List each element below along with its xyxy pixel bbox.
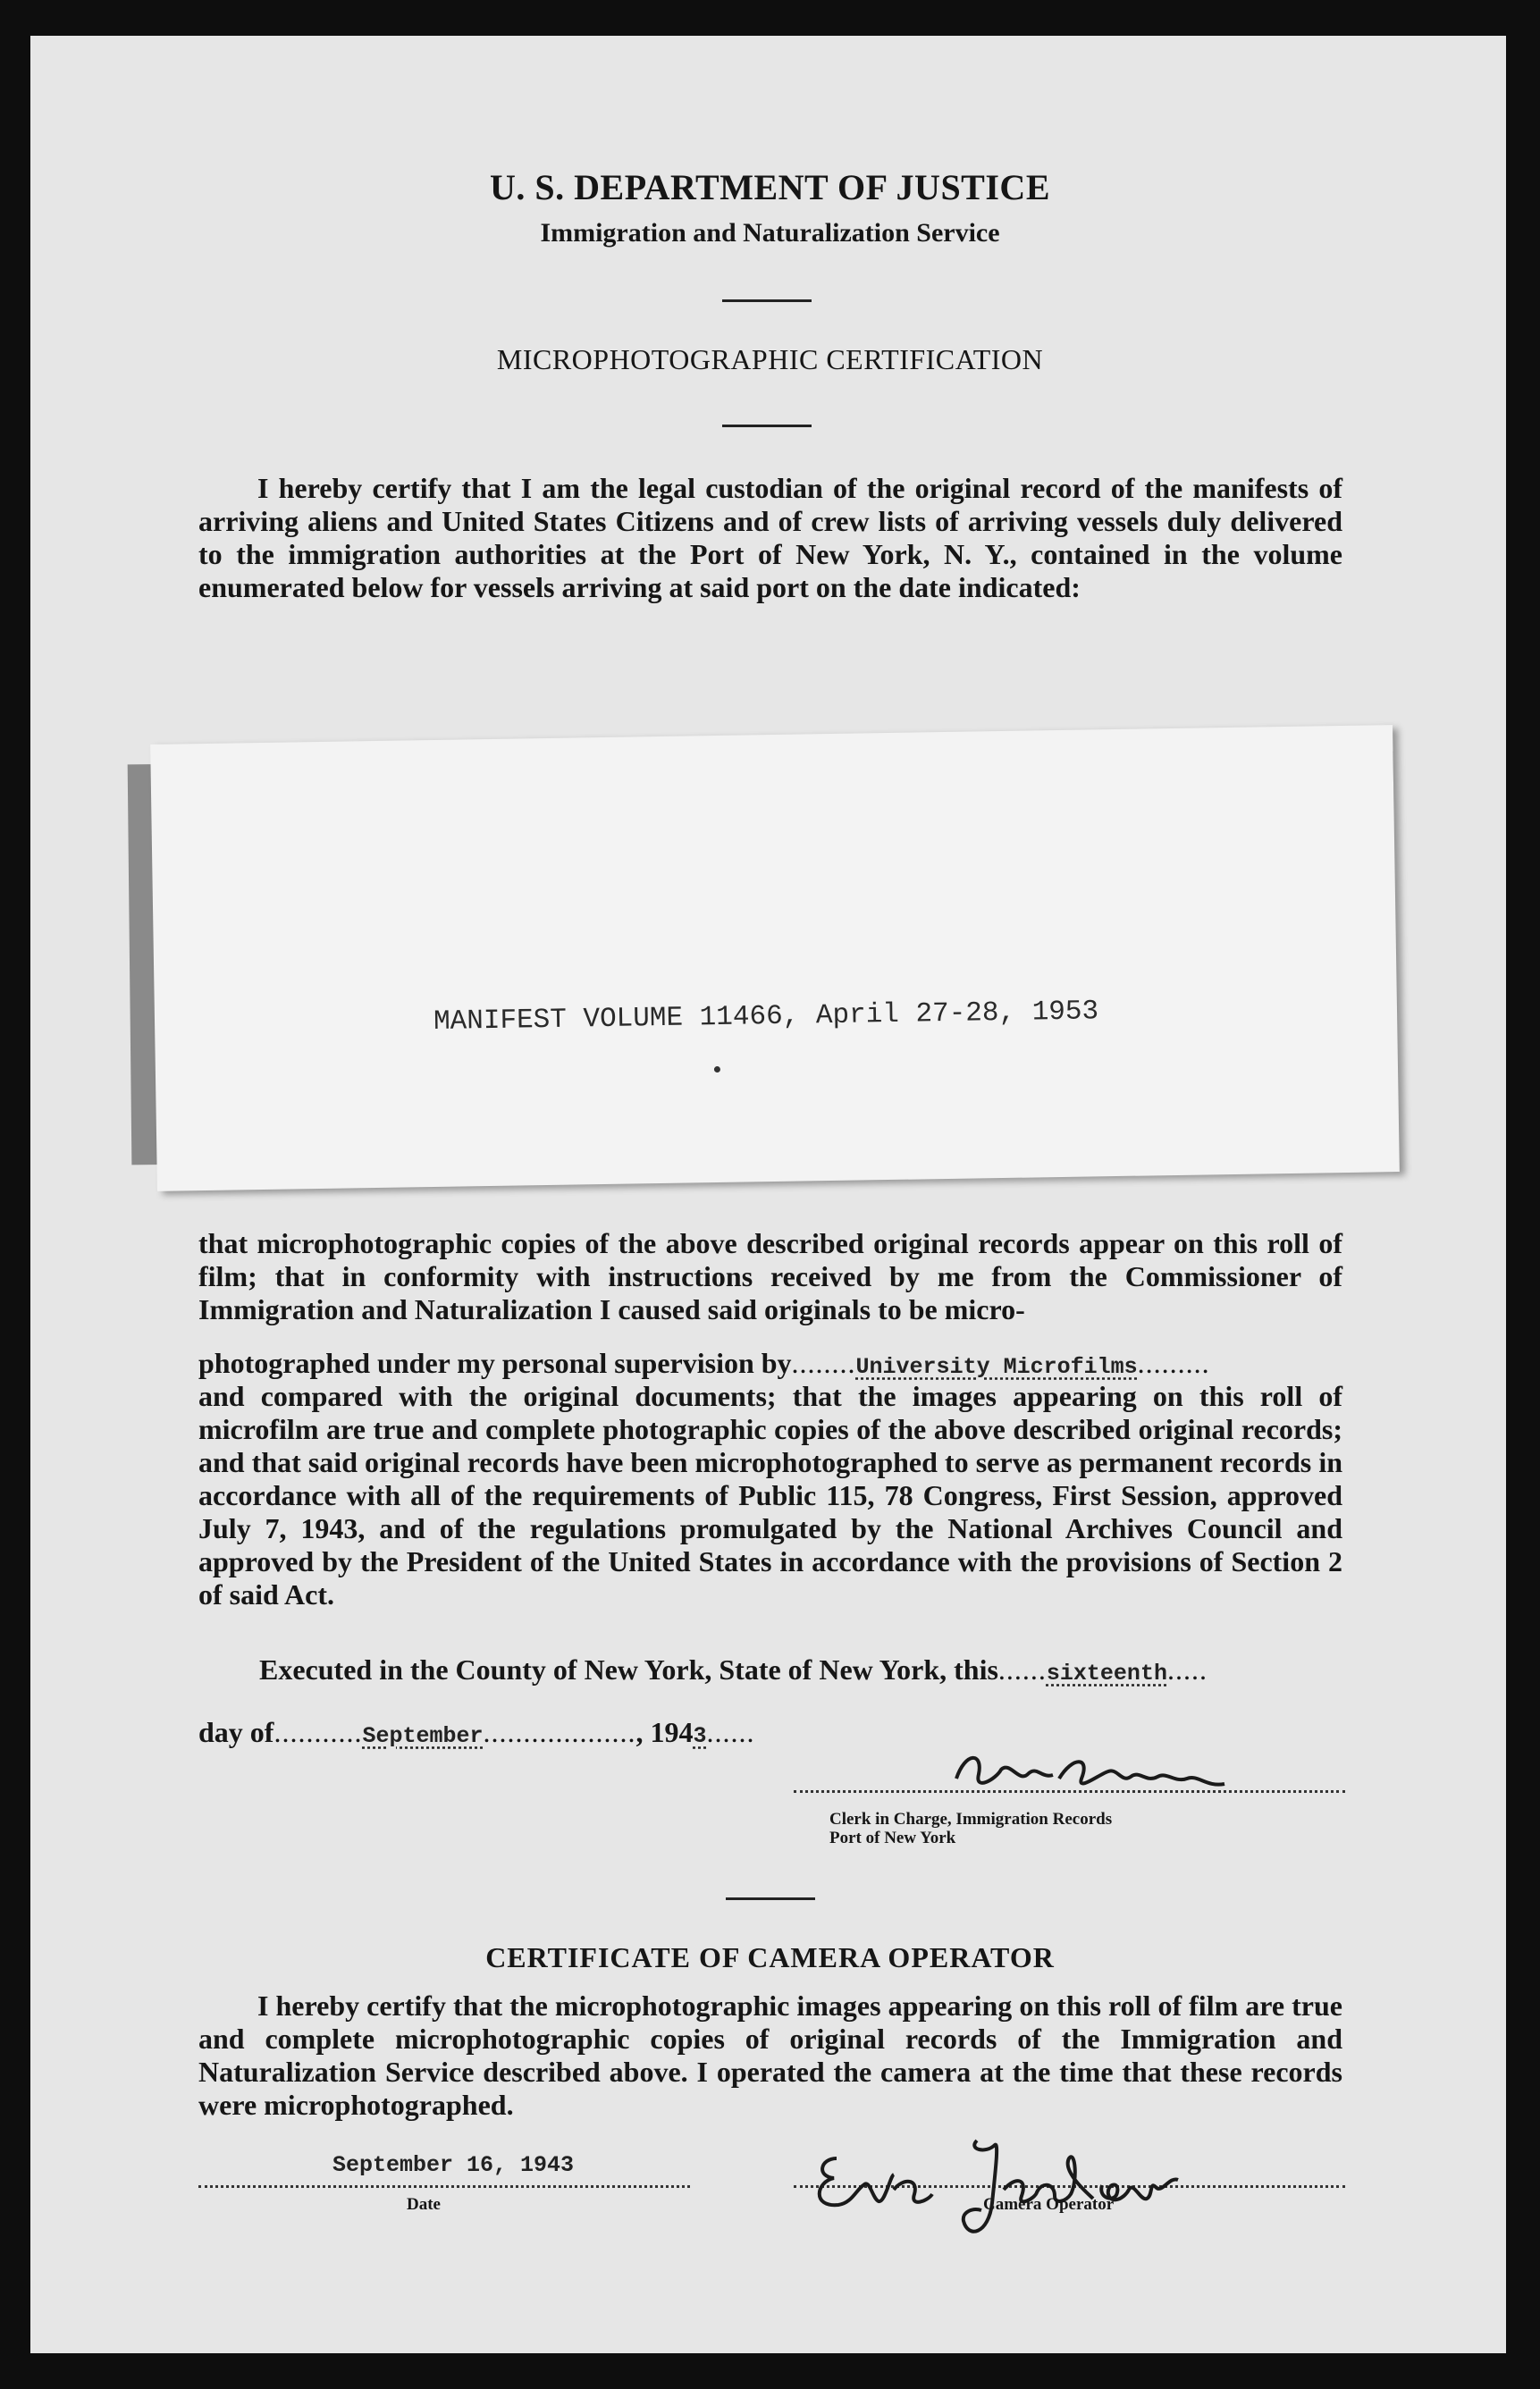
date-label: Date	[407, 2195, 441, 2214]
camera-operator-paragraph: I hereby certify that the microphotographic images appearing on this roll of film are true and complete microphotographic copies of original records of the Immigration and Naturalization Service described above. I operated the camera at the time that these records were microphotographed.	[198, 1989, 1342, 2121]
year-digit: 3	[693, 1723, 707, 1749]
date-line	[198, 2185, 690, 2188]
volume-card	[150, 725, 1400, 1191]
divider-top	[722, 299, 812, 302]
executed-day-value: sixteenth	[1046, 1661, 1167, 1687]
photographed-prefix: photographed under my personal supervision by	[198, 1347, 792, 1379]
clerk-port: Port of New York	[829, 1829, 956, 1847]
day-of-line: day of...........September..................., 1943......	[198, 1716, 755, 1749]
department-subtitle: Immigration and Naturalization Service	[540, 218, 1000, 248]
camera-operator-title: CERTIFICATE OF CAMERA OPERATOR	[485, 1941, 1055, 1973]
department-title: U. S. DEPARTMENT OF JUSTICE	[490, 167, 1050, 207]
card-dot	[714, 1066, 720, 1073]
executed-line: Executed in the County of New York, State of New York, this......sixteenth.....	[259, 1653, 1208, 1687]
body-paragraph-1: that microphotographic copies of the above described original records appear on this roll of film; that in conformity with instructions received by me from the Commissioner of Immigration and Naturalization I caused said originals to be micro-	[198, 1227, 1342, 1325]
volume-card-text: MANIFEST VOLUME 11466, April 27-28, 1953	[433, 996, 1099, 1039]
photographed-by-value: University Microfilms	[855, 1354, 1138, 1380]
clerk-signature	[947, 1743, 1233, 1805]
certification-title: MICROPHOTOGRAPHIC CERTIFICATION	[496, 343, 1044, 375]
executed-prefix: Executed in the County of New York, State of New York, this	[259, 1653, 998, 1686]
operator-signature	[794, 2123, 1205, 2248]
year-prefix: , 194	[635, 1716, 694, 1748]
body-paragraph-2: and compared with the original documents; that the images appearing on this roll of microfilm are true and complete photographic copies of the above described original records; and that said original records have been microphotographed to serve as permanent records in accordance with all of the requirements of Public 115, 78 Congress, First Session, approved July 7, 1943, and of the regulations promulgated by the National Archives Council and approved by the President of the United States in accordance with the provisions of Section 2 of said Act.	[198, 1380, 1342, 1611]
divider-bottom	[726, 1897, 815, 1900]
month-value: September	[362, 1723, 484, 1749]
day-of-prefix: day of	[198, 1716, 274, 1748]
clerk-title: Clerk in Charge, Immigration Records	[829, 1810, 1113, 1829]
camera-operator-label: Camera Operator	[983, 2195, 1115, 2214]
intro-paragraph: I hereby certify that I am the legal custodian of the original record of the manifests of arriving aliens and United States Citizens and of crew lists of arriving vessels duly delivered to the immigration authorities at the Port of New York, N. Y., contained in the volume enumerated below for vessels arriving at said port on the date indicated:	[198, 472, 1342, 603]
photographed-line: photographed under my personal supervision by........University Microfilms.........	[198, 1347, 1210, 1380]
divider-middle	[722, 425, 812, 427]
operator-date-value: September 16, 1943	[332, 2152, 575, 2178]
